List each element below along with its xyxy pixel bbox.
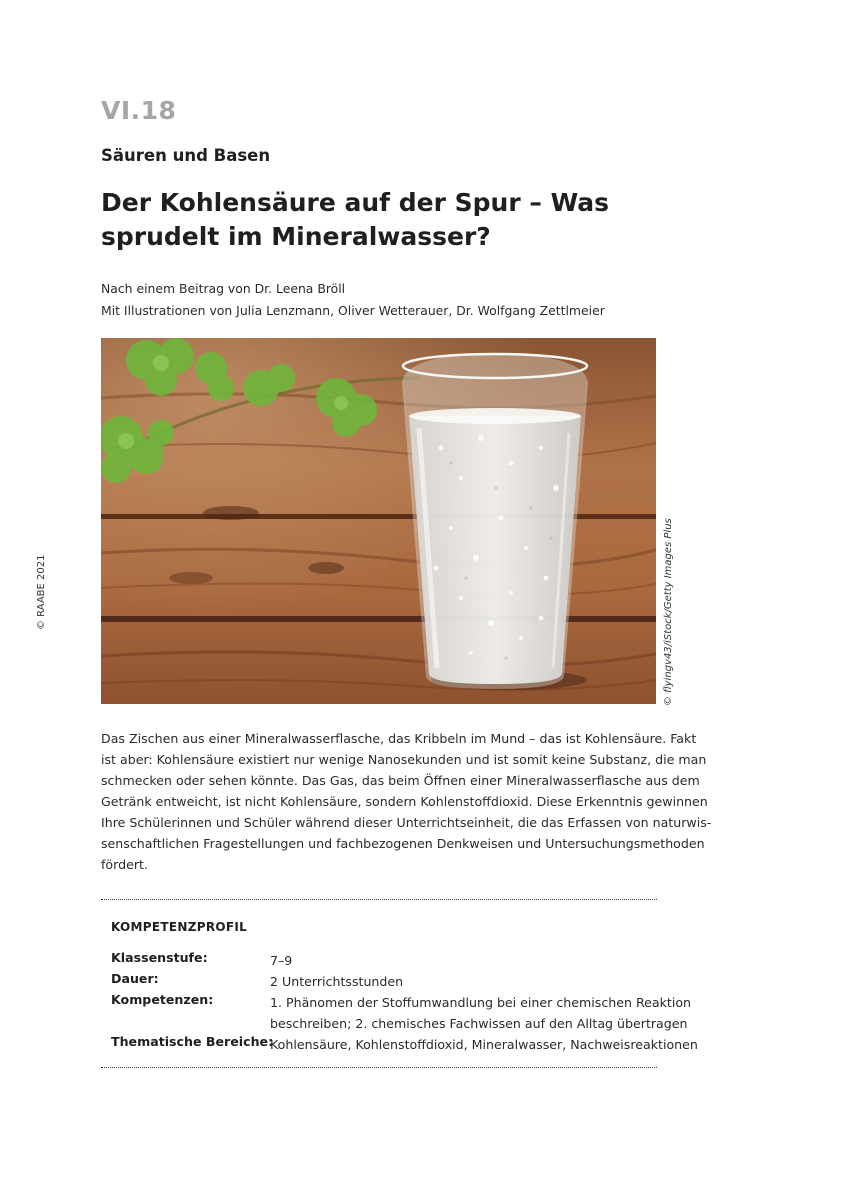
mineral-water-photo (101, 338, 656, 704)
author-credit: Nach einem Beitrag von Dr. Leena Bröll (101, 281, 346, 296)
title-line-1: Der Kohlensäure auf der Spur – Was (101, 188, 610, 217)
intro-line: ist aber: Kohlensäure existiert nur wenige Nanosekunden und ist somit keine Substanz, die man (101, 752, 707, 767)
competences-value-line-2: beschreiben; 2. chemisches Fachwissen auf den Alltag übertragen (270, 1016, 688, 1031)
competences-value (270, 992, 691, 1034)
intro-paragraph (101, 728, 712, 875)
grade-label: Klassenstufe: (111, 950, 208, 965)
intro-line: fördert. (101, 857, 148, 872)
photo-credit: © flyingv43/iStock/Getty Images Plus (663, 518, 674, 706)
competences-label: Kompetenzen: (111, 992, 214, 1007)
grade-value: 7–9 (270, 953, 293, 968)
profile-divider-bottom (101, 1067, 657, 1068)
intro-line: Ihre Schülerinnen und Schüler während dieser Unterrichtseinheit, die das Erfassen von naturwis- (101, 815, 712, 830)
title-line-2: sprudelt im Mineralwasser? (101, 222, 491, 251)
intro-line: senschaftlichen Fragestellungen und fachbezogenen Denkweisen und Untersuchungsmethoden (101, 836, 705, 851)
topics-label: Thematische Bereiche: (111, 1034, 274, 1049)
section-number: VI.18 (101, 96, 177, 125)
copyright-note: © RAABE 2021 (36, 554, 47, 630)
profile-divider-top (101, 899, 657, 900)
intro-line: schmecken oder sehen könnte. Das Gas, das beim Öffnen einer Mineralwasserflasche aus dem (101, 773, 700, 788)
duration-label: Dauer: (111, 971, 159, 986)
topics-value: Kohlensäure, Kohlenstoffdioxid, Mineralwasser, Nachweisreaktionen (270, 1037, 698, 1052)
duration-value: 2 Unterrichtsstunden (270, 974, 404, 989)
intro-line: Das Zischen aus einer Mineralwasserflasche, das Kribbeln im Mund – das ist Kohlensäure. Fakt (101, 731, 697, 746)
page-title (101, 186, 661, 254)
intro-line: Getränk entweicht, ist nicht Kohlensäure, sondern Kohlenstoffdioxid. Diese Erkenntnis gewinnen (101, 794, 708, 809)
illustrator-credit: Mit Illustrationen von Julia Lenzmann, Oliver Wetterauer, Dr. Wolfgang Zettlmeier (101, 303, 605, 318)
competence-profile-heading: KOMPETENZPROFIL (111, 920, 248, 934)
subject-heading: Säuren und Basen (101, 146, 271, 165)
competences-value-line-1: 1. Phänomen der Stoffumwandlung bei einer chemischen Reaktion (270, 995, 692, 1010)
